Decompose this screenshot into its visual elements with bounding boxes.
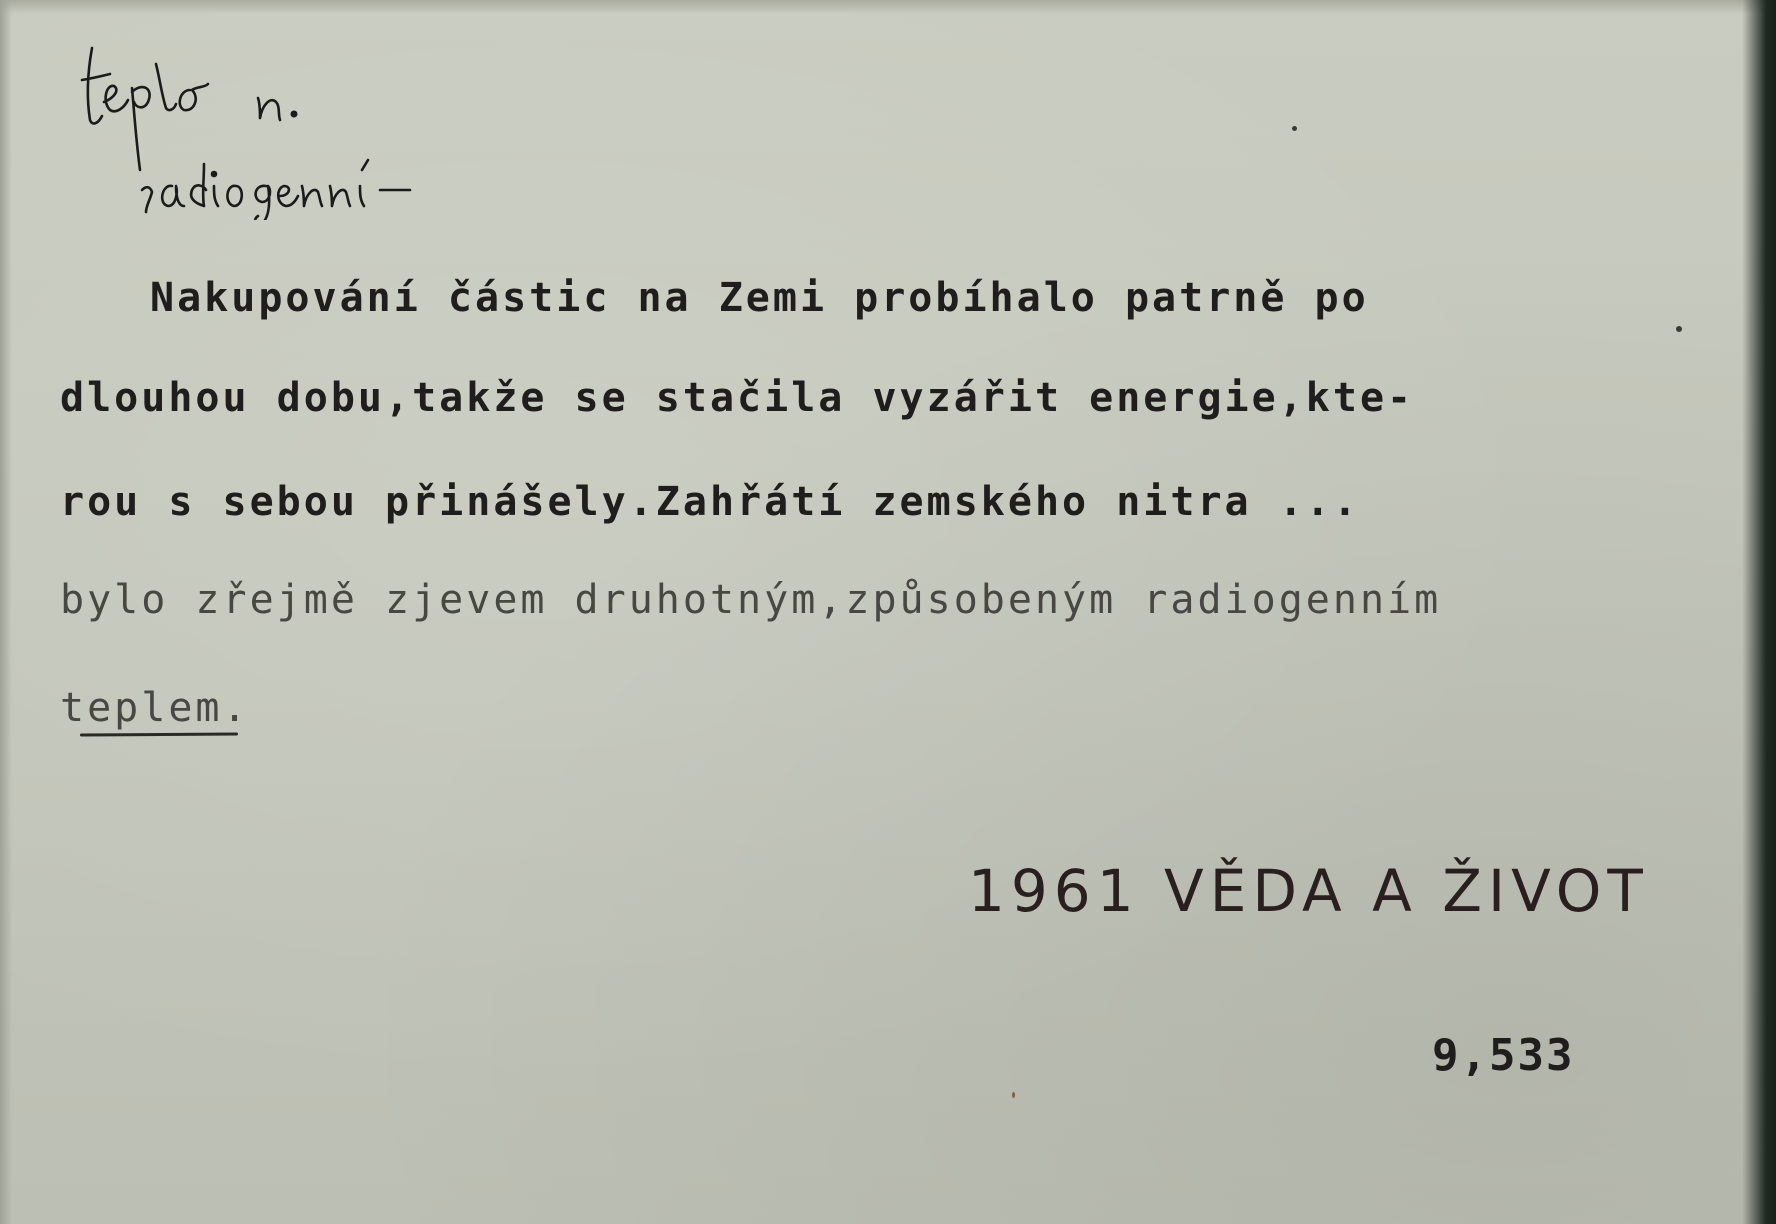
source-stamp: 1961 VĚDA A ŽIVOT (968, 857, 1649, 925)
excerpt-line-1: Nakupování částic na Zemi probíhalo patrně po (150, 275, 1369, 321)
paper-speck (1012, 1092, 1015, 1098)
card-top-edge (0, 0, 1776, 14)
excerpt-line-3: rou s sebou přinášely.Zahřátí zemského nitra ... (60, 479, 1360, 525)
excerpt-line-2: dlouhou dobu,takže se stačila vyzářit energie,kte- (60, 375, 1415, 421)
paper-speck (1292, 126, 1297, 131)
paper-speck (1676, 326, 1682, 332)
pen-underline (80, 732, 238, 736)
handwriting-drawing (80, 40, 540, 220)
reference-number: 9,533 (1432, 1030, 1575, 1081)
excerpt-line-4: bylo zřejmě zjevem druhotným,způsobeným radiogenním (60, 577, 1442, 623)
card-right-edge (1742, 0, 1776, 1224)
excerpt-line-5: teplem. (60, 685, 250, 731)
card-left-edge (0, 0, 12, 1224)
handwritten-headword (80, 40, 540, 220)
